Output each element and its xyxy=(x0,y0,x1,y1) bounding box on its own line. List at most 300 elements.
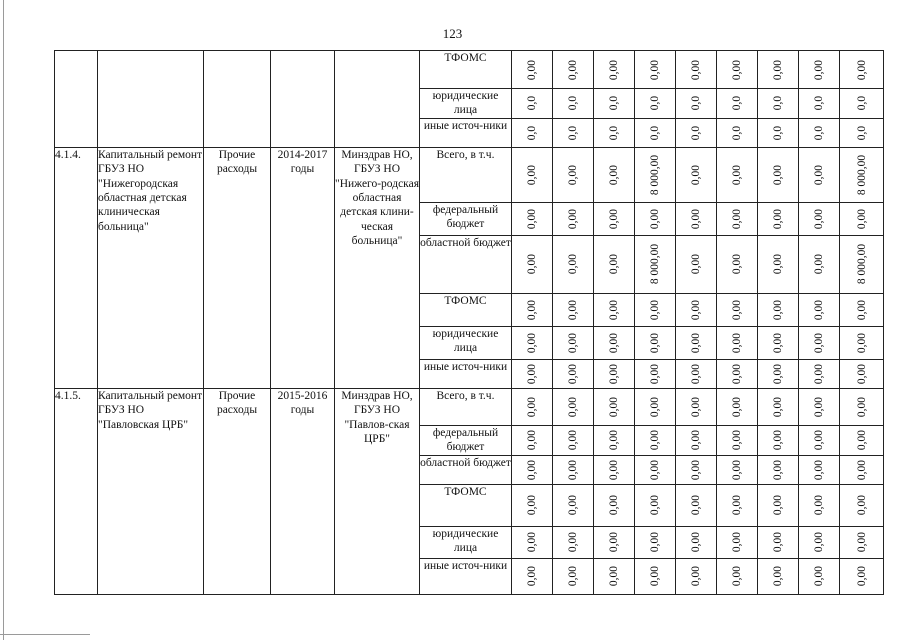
amount-value: 0,00 xyxy=(730,396,743,417)
amount-value: 0,00 xyxy=(525,430,538,451)
amount-value: 0,0 xyxy=(525,96,538,111)
amount-value: 0,00 xyxy=(607,459,620,480)
amount-value: 0,00 xyxy=(689,254,702,275)
table-row xyxy=(55,388,884,425)
amount-value: 0,00 xyxy=(689,363,702,384)
amount-value: 0,00 xyxy=(771,59,784,80)
amount-value: 0,00 xyxy=(812,254,825,275)
amount-cell xyxy=(758,147,799,202)
funding-source: областной бюджет xyxy=(420,235,512,293)
amount-value: 0,00 xyxy=(771,164,784,185)
amount-value: 0,0 xyxy=(566,96,579,111)
amount-value: 0,0 xyxy=(525,125,538,140)
funding-source: федеральный бюджет xyxy=(420,425,512,455)
amount-value: 0,00 xyxy=(607,332,620,353)
amount-cell xyxy=(840,118,884,147)
amount-cell xyxy=(594,484,635,526)
amount-cell xyxy=(594,235,635,293)
amount-cell xyxy=(512,293,553,326)
amount-value: 0,00 xyxy=(689,430,702,451)
amount-cell xyxy=(512,484,553,526)
amount-value: 0,00 xyxy=(855,332,868,353)
amount-cell xyxy=(676,425,717,455)
amount-value: 0,00 xyxy=(771,494,784,516)
amount-cell xyxy=(635,235,676,293)
amount-value: 0,0 xyxy=(689,125,702,140)
amount-cell xyxy=(717,425,758,455)
amount-cell xyxy=(676,359,717,388)
amount-value: 0,00 xyxy=(855,208,868,229)
amount-cell xyxy=(799,293,840,326)
amount-cell xyxy=(758,326,799,359)
amount-cell xyxy=(553,235,594,293)
amount-value: 0,0 xyxy=(855,96,868,111)
amount-value: 0,00 xyxy=(771,430,784,451)
amount-value: 0,0 xyxy=(812,96,825,111)
amount-value: 0,00 xyxy=(566,59,579,80)
amount-value: 0,00 xyxy=(771,459,784,480)
amount-cell xyxy=(799,202,840,235)
amount-cell xyxy=(717,484,758,526)
amount-value: 0,00 xyxy=(648,59,661,80)
funding-source: юридические лица xyxy=(420,526,512,558)
amount-value: 0,00 xyxy=(730,430,743,451)
amount-value: 0,00 xyxy=(607,59,620,80)
row-number: 4.1.5. xyxy=(55,388,98,594)
amount-value: 0,00 xyxy=(855,430,868,451)
amount-cell xyxy=(717,89,758,119)
amount-value: 0,00 xyxy=(525,164,538,185)
funding-source: ТФОМС xyxy=(420,51,512,89)
amount-cell xyxy=(758,484,799,526)
amount-value: 0,0 xyxy=(771,96,784,111)
table-row xyxy=(55,147,884,202)
amount-cell xyxy=(553,388,594,425)
amount-value: 0,00 xyxy=(566,332,579,353)
amount-cell xyxy=(553,89,594,119)
amount-cell xyxy=(553,359,594,388)
amount-cell xyxy=(594,202,635,235)
executor: Минздрав НО, ГБУЗ НО "Павлов-ская ЦРБ" xyxy=(335,388,420,594)
amount-value: 0,00 xyxy=(689,59,702,80)
amount-cell xyxy=(512,558,553,594)
amount-value: 8 000,00 xyxy=(855,154,868,195)
amount-cell xyxy=(676,147,717,202)
amount-cell xyxy=(676,235,717,293)
amount-value: 0,00 xyxy=(689,494,702,516)
amount-value: 0,00 xyxy=(771,565,784,587)
amount-value: 0,00 xyxy=(607,254,620,275)
amount-cell xyxy=(799,484,840,526)
amount-cell xyxy=(594,388,635,425)
amount-value: 0,00 xyxy=(607,494,620,516)
amount-value: 0,0 xyxy=(771,125,784,140)
amount-cell xyxy=(840,202,884,235)
amount-cell xyxy=(799,526,840,558)
amount-cell xyxy=(758,425,799,455)
amount-cell xyxy=(594,425,635,455)
amount-value: 0,00 xyxy=(648,208,661,229)
amount-cell xyxy=(512,326,553,359)
amount-value: 0,00 xyxy=(648,531,661,553)
amount-cell xyxy=(512,118,553,147)
amount-cell xyxy=(840,484,884,526)
amount-cell xyxy=(676,455,717,484)
amount-cell xyxy=(512,388,553,425)
amount-cell xyxy=(553,202,594,235)
amount-cell xyxy=(512,359,553,388)
amount-cell xyxy=(512,51,553,89)
funding-source: Всего, в т.ч. xyxy=(420,147,512,202)
amount-value: 0,00 xyxy=(812,494,825,516)
amount-cell xyxy=(594,455,635,484)
amount-value: 0,00 xyxy=(771,299,784,320)
amount-value: 0,00 xyxy=(566,208,579,229)
amount-value: 0,00 xyxy=(812,59,825,80)
amount-value: 0,00 xyxy=(812,396,825,417)
funding-source: юридические лица xyxy=(420,89,512,119)
amount-cell xyxy=(635,147,676,202)
left-margin-line xyxy=(3,0,4,640)
amount-cell xyxy=(553,558,594,594)
amount-value: 0,00 xyxy=(607,531,620,553)
amount-cell xyxy=(594,293,635,326)
amount-value: 0,00 xyxy=(730,494,743,516)
amount-cell xyxy=(553,147,594,202)
amount-value: 0,00 xyxy=(689,531,702,553)
amount-value: 0,00 xyxy=(607,363,620,384)
amount-cell xyxy=(635,51,676,89)
amount-value: 0,00 xyxy=(730,565,743,587)
amount-cell xyxy=(758,455,799,484)
amount-value: 0,00 xyxy=(607,208,620,229)
amount-value: 0,0 xyxy=(689,96,702,111)
implementation-years: 2014-2017 годы xyxy=(271,147,335,388)
amount-value: 0,0 xyxy=(730,96,743,111)
amount-value: 0,00 xyxy=(771,208,784,229)
amount-cell xyxy=(758,89,799,119)
amount-value: 0,00 xyxy=(812,332,825,353)
amount-cell xyxy=(512,455,553,484)
amount-cell xyxy=(553,51,594,89)
amount-cell xyxy=(717,235,758,293)
amount-cell xyxy=(717,455,758,484)
amount-value: 0,00 xyxy=(855,396,868,417)
amount-cell xyxy=(594,558,635,594)
amount-cell xyxy=(512,526,553,558)
funding-source: ТФОМС xyxy=(420,484,512,526)
amount-value: 0,00 xyxy=(855,59,868,80)
amount-cell xyxy=(799,51,840,89)
amount-cell xyxy=(553,326,594,359)
amount-cell xyxy=(717,388,758,425)
implementation-years: 2015-2016 годы xyxy=(271,388,335,594)
amount-cell xyxy=(758,202,799,235)
amount-value: 0,00 xyxy=(689,208,702,229)
amount-cell xyxy=(840,235,884,293)
amount-value: 0,00 xyxy=(812,299,825,320)
amount-cell xyxy=(635,359,676,388)
amount-cell xyxy=(635,455,676,484)
amount-value: 0,0 xyxy=(730,125,743,140)
amount-cell xyxy=(840,89,884,119)
amount-value: 0,0 xyxy=(566,125,579,140)
amount-cell xyxy=(635,425,676,455)
amount-cell xyxy=(594,89,635,119)
amount-cell xyxy=(758,526,799,558)
amount-value: 0,00 xyxy=(648,299,661,320)
executor: Минздрав НО, ГБУЗ НО "Нижего-родская областная детская клини-ческая больница" xyxy=(335,147,420,388)
amount-value: 0,00 xyxy=(812,531,825,553)
amount-cell xyxy=(676,89,717,119)
amount-value: 0,00 xyxy=(566,459,579,480)
amount-value: 0,00 xyxy=(607,396,620,417)
amount-cell xyxy=(594,359,635,388)
amount-value: 0,00 xyxy=(525,531,538,553)
amount-cell xyxy=(594,51,635,89)
funding-source: областной бюджет xyxy=(420,455,512,484)
amount-cell xyxy=(717,202,758,235)
amount-value: 0,00 xyxy=(566,565,579,587)
amount-cell xyxy=(840,51,884,89)
amount-value: 0,00 xyxy=(730,208,743,229)
amount-cell xyxy=(553,118,594,147)
amount-value: 0,00 xyxy=(525,332,538,353)
amount-value: 0,00 xyxy=(607,299,620,320)
row-number: 4.1.4. xyxy=(55,147,98,388)
expense-type xyxy=(204,51,271,148)
amount-cell xyxy=(840,455,884,484)
amount-value: 0,00 xyxy=(648,565,661,587)
amount-value: 0,00 xyxy=(525,208,538,229)
implementation-years xyxy=(271,51,335,148)
amount-cell xyxy=(758,293,799,326)
amount-cell xyxy=(676,118,717,147)
amount-value: 0,00 xyxy=(689,565,702,587)
amount-cell xyxy=(840,326,884,359)
amount-cell xyxy=(676,326,717,359)
amount-cell xyxy=(799,118,840,147)
amount-value: 0,00 xyxy=(730,363,743,384)
funding-source: федеральный бюджет xyxy=(420,202,512,235)
amount-value: 0,00 xyxy=(525,254,538,275)
amount-cell xyxy=(512,202,553,235)
amount-value: 0,00 xyxy=(771,332,784,353)
funding-source: юридические лица xyxy=(420,326,512,359)
row-number xyxy=(55,51,98,148)
amount-cell xyxy=(840,388,884,425)
amount-value: 0,00 xyxy=(566,531,579,553)
amount-value: 0,00 xyxy=(689,459,702,480)
amount-cell xyxy=(799,388,840,425)
amount-value: 0,00 xyxy=(525,363,538,384)
amount-value: 0,00 xyxy=(812,164,825,185)
amount-value: 0,00 xyxy=(607,565,620,587)
expense-type: Прочие расходы xyxy=(204,147,271,388)
object-name: Капитальный ремонт ГБУЗ НО "Нижегородская областная детская клиническая больница" xyxy=(98,147,204,388)
amount-value: 0,00 xyxy=(648,459,661,480)
amount-value: 0,00 xyxy=(525,494,538,516)
amount-value: 0,0 xyxy=(648,125,661,140)
amount-cell xyxy=(758,118,799,147)
amount-cell xyxy=(799,89,840,119)
amount-cell xyxy=(553,526,594,558)
amount-value: 0,00 xyxy=(855,531,868,553)
amount-value: 0,00 xyxy=(855,494,868,516)
table-row xyxy=(55,51,884,89)
amount-cell xyxy=(553,484,594,526)
amount-cell xyxy=(676,293,717,326)
amount-value: 0,00 xyxy=(566,494,579,516)
amount-value: 0,00 xyxy=(771,531,784,553)
amount-value: 0,00 xyxy=(525,59,538,80)
amount-cell xyxy=(635,484,676,526)
amount-value: 0,00 xyxy=(648,363,661,384)
amount-cell xyxy=(635,202,676,235)
object-name xyxy=(98,51,204,148)
amount-cell xyxy=(840,558,884,594)
amount-value: 0,00 xyxy=(648,430,661,451)
amount-value: 0,0 xyxy=(607,96,620,111)
amount-value: 0,00 xyxy=(855,363,868,384)
amount-value: 0,00 xyxy=(607,164,620,185)
amount-value: 0,00 xyxy=(566,396,579,417)
amount-value: 0,00 xyxy=(689,332,702,353)
executor xyxy=(335,51,420,148)
amount-cell xyxy=(717,558,758,594)
amount-value: 0,00 xyxy=(566,299,579,320)
amount-cell xyxy=(758,388,799,425)
amount-value: 0,00 xyxy=(771,363,784,384)
amount-cell xyxy=(553,293,594,326)
amount-cell xyxy=(676,202,717,235)
amount-value: 0,00 xyxy=(566,164,579,185)
amount-cell xyxy=(840,526,884,558)
amount-value: 8 000,00 xyxy=(855,244,868,285)
amount-cell xyxy=(512,235,553,293)
amount-cell xyxy=(676,558,717,594)
amount-cell xyxy=(635,326,676,359)
amount-value: 0,00 xyxy=(812,208,825,229)
amount-cell xyxy=(799,425,840,455)
amount-value: 0,00 xyxy=(855,299,868,320)
amount-cell xyxy=(512,89,553,119)
amount-cell xyxy=(635,526,676,558)
amount-cell xyxy=(717,526,758,558)
amount-value: 0,00 xyxy=(812,430,825,451)
amount-value: 0,00 xyxy=(648,396,661,417)
bottom-edge-line xyxy=(0,634,90,635)
amount-value: 0,00 xyxy=(648,494,661,516)
amount-cell xyxy=(799,455,840,484)
amount-value: 0,00 xyxy=(730,332,743,353)
amount-cell xyxy=(840,359,884,388)
amount-value: 0,00 xyxy=(689,396,702,417)
amount-value: 0,0 xyxy=(607,125,620,140)
amount-cell xyxy=(799,558,840,594)
amount-value: 0,00 xyxy=(607,430,620,451)
amount-cell xyxy=(635,89,676,119)
amount-value: 0,00 xyxy=(730,59,743,80)
amount-value: 0,00 xyxy=(730,531,743,553)
amount-value: 8 000,00 xyxy=(648,154,661,195)
amount-cell xyxy=(635,558,676,594)
amount-value: 0,00 xyxy=(525,299,538,320)
amount-cell xyxy=(635,293,676,326)
amount-value: 0,00 xyxy=(812,459,825,480)
amount-cell xyxy=(758,359,799,388)
amount-cell xyxy=(717,359,758,388)
amount-cell xyxy=(840,425,884,455)
funding-source: Всего, в т.ч. xyxy=(420,388,512,425)
amount-value: 0,00 xyxy=(730,164,743,185)
amount-cell xyxy=(799,326,840,359)
funding-source: ТФОМС xyxy=(420,293,512,326)
amount-value: 0,00 xyxy=(771,254,784,275)
amount-value: 0,00 xyxy=(566,363,579,384)
amount-cell xyxy=(512,147,553,202)
amount-cell xyxy=(840,293,884,326)
amount-cell xyxy=(758,51,799,89)
amount-value: 0,0 xyxy=(855,125,868,140)
amount-value: 0,00 xyxy=(730,254,743,275)
amount-cell xyxy=(717,118,758,147)
amount-cell xyxy=(799,147,840,202)
amount-cell xyxy=(553,455,594,484)
amount-value: 0,00 xyxy=(525,565,538,587)
amount-cell xyxy=(799,359,840,388)
amount-cell xyxy=(717,147,758,202)
amount-cell xyxy=(676,51,717,89)
amount-value: 0,00 xyxy=(812,565,825,587)
funding-source: иные источ-ники xyxy=(420,118,512,147)
amount-cell xyxy=(594,118,635,147)
amount-value: 0,00 xyxy=(566,254,579,275)
amount-cell xyxy=(676,526,717,558)
amount-value: 0,00 xyxy=(689,164,702,185)
amount-value: 0,00 xyxy=(648,332,661,353)
amount-cell xyxy=(594,326,635,359)
amount-cell xyxy=(717,326,758,359)
amount-cell xyxy=(717,293,758,326)
amount-value: 0,00 xyxy=(566,430,579,451)
amount-value: 0,0 xyxy=(648,96,661,111)
amount-cell xyxy=(676,388,717,425)
amount-value: 0,00 xyxy=(855,459,868,480)
page-number: 123 xyxy=(442,26,463,41)
amount-value: 0,00 xyxy=(771,396,784,417)
amount-value: 0,00 xyxy=(812,363,825,384)
funding-source: иные источ-ники xyxy=(420,359,512,388)
amount-value: 0,00 xyxy=(525,459,538,480)
amount-cell xyxy=(717,51,758,89)
amount-cell xyxy=(758,558,799,594)
amount-cell xyxy=(594,526,635,558)
amount-value: 0,00 xyxy=(730,459,743,480)
amount-cell xyxy=(840,147,884,202)
amount-value: 0,00 xyxy=(730,299,743,320)
amount-cell xyxy=(594,147,635,202)
funding-source: иные источ-ники xyxy=(420,558,512,594)
amount-value: 0,00 xyxy=(525,396,538,417)
amount-cell xyxy=(553,425,594,455)
amount-cell xyxy=(758,235,799,293)
amount-value: 0,00 xyxy=(689,299,702,320)
amount-cell xyxy=(635,118,676,147)
object-name: Капитальный ремонт ГБУЗ НО "Павловская ЦРБ" xyxy=(98,388,204,594)
amount-value: 0,0 xyxy=(812,125,825,140)
amount-cell xyxy=(676,484,717,526)
